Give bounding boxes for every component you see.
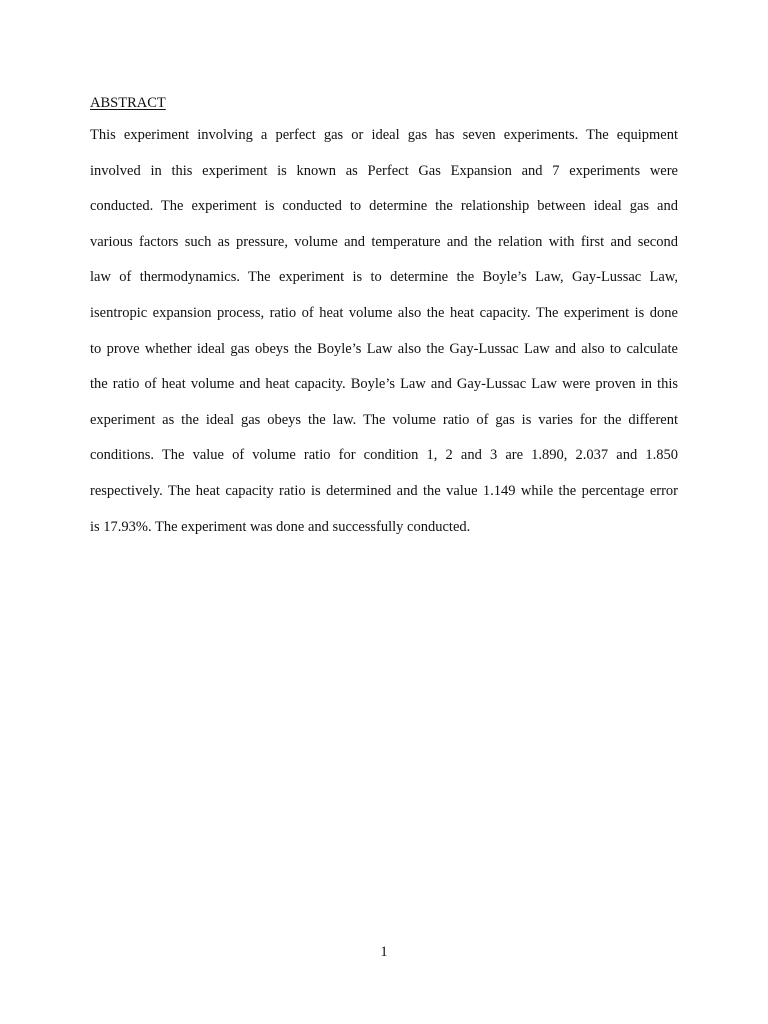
page-number: 1 [380, 944, 388, 960]
paragraph-line: This experiment involving a perfect gas or ideal gas has seven experiments. The equipment [90, 127, 678, 143]
paragraph-line: law of thermodynamics. The experiment is to determine the Boyle’s Law, Gay-Lussac Law, [90, 269, 678, 286]
abstract-paragraph [90, 118, 678, 545]
paragraph-line: conducted. The experiment is conducted to determine the relationship between ideal gas and [90, 198, 678, 215]
paragraph-line: is 17.93%. The experiment was done and successfully conducted. [90, 518, 471, 535]
paragraph-line: isentropic expansion process, ratio of heat volume also the heat capacity. The experiment is done [90, 304, 678, 321]
paragraph-line: to prove whether ideal gas obeys the Boyle’s Law also the Gay-Lussac Law and also to calculate [90, 340, 678, 357]
paragraph-line: respectively. The heat capacity ratio is determined and the value 1.149 while the percentage error [90, 482, 678, 499]
paragraph-line: the ratio of heat volume and heat capacity. Boyle’s Law and Gay-Lussac Law were proven in this [90, 376, 678, 393]
paragraph-line: various factors such as pressure, volume and temperature and the relation with first and second [90, 233, 678, 250]
paragraph-line: involved in this experiment is known as Perfect Gas Expansion and 7 experiments were [90, 162, 678, 179]
section-heading: ABSTRACT [90, 95, 166, 111]
paragraph-line: experiment as the ideal gas obeys the law. The volume ratio of gas is varies for the different [90, 411, 678, 428]
paragraph-line: conditions. The value of volume ratio for condition 1, 2 and 3 are 1.890, 2.037 and 1.850 [90, 447, 678, 464]
